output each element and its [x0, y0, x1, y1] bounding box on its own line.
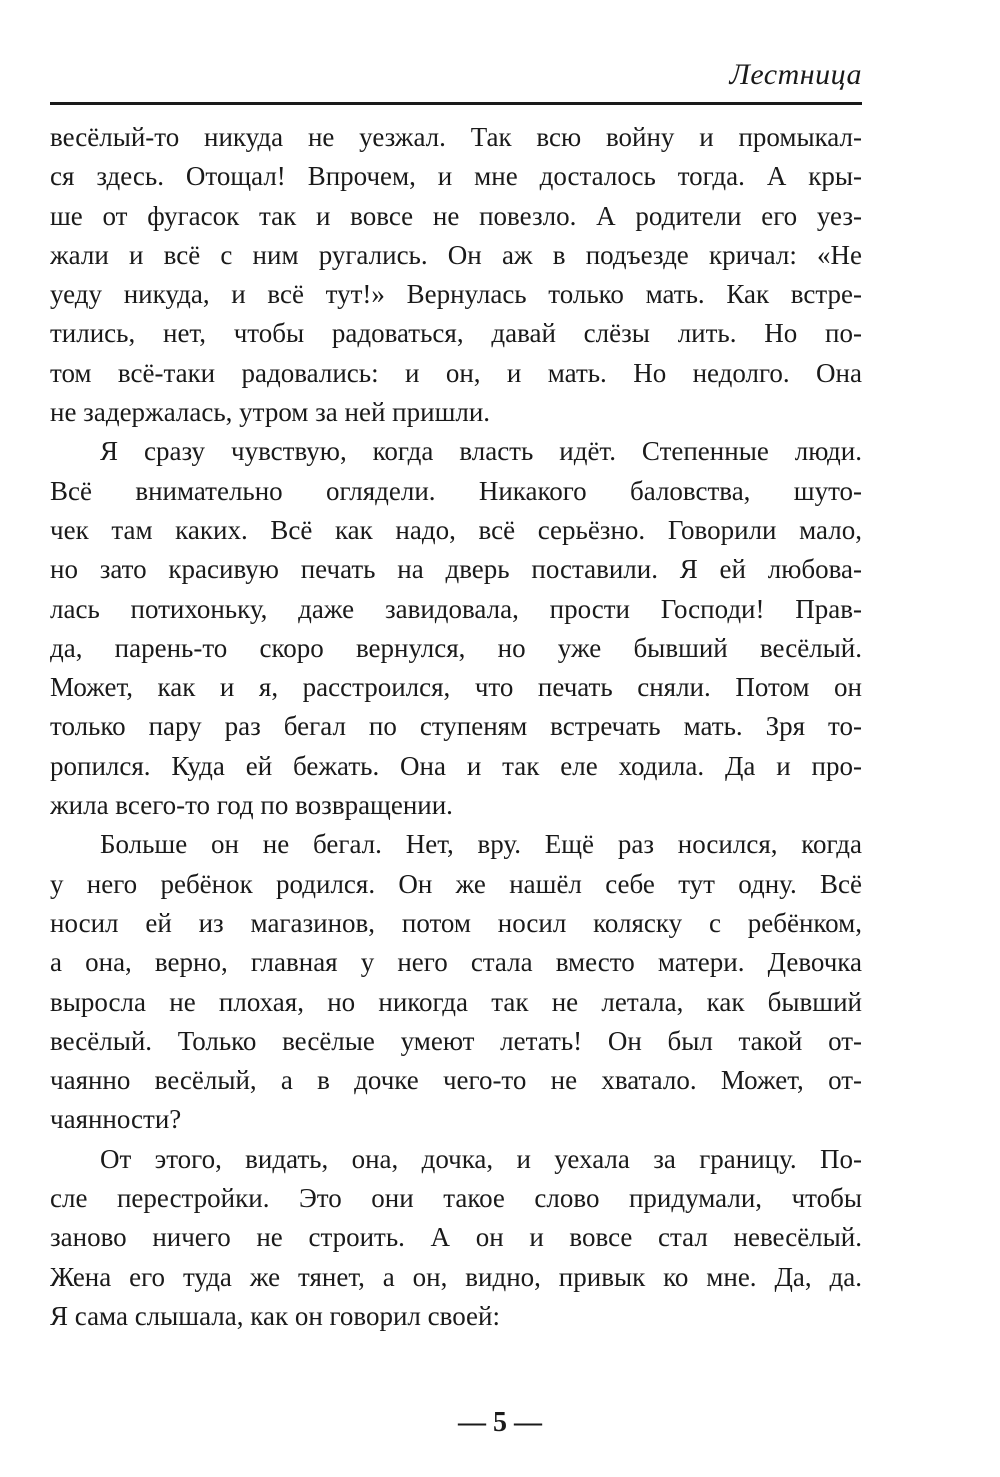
running-header — [50, 56, 862, 105]
text-line: лась потихоньку, даже завидовала, прости Господи! Прав- — [50, 593, 862, 624]
text-line: тились, нет, чтобы радоваться, давай слёзы лить. Но по- — [50, 318, 862, 349]
text-line: а она, верно, главная у него стала вместо матери. Девочка — [50, 947, 862, 978]
text-line: сле перестройки. Это они такое слово придумали, чтобы — [50, 1183, 862, 1214]
text-line: чаянно весёлый, а в дочке чего-то не хватало. Может, от- — [50, 1065, 862, 1096]
text-line: ся здесь. Отощал! Впрочем, и мне досталось тогда. А кры- — [50, 161, 862, 192]
text-line: у него ребёнок родился. Он же нашёл себе тут одну. Всё — [50, 868, 862, 899]
text-line: не задержалась, утром за ней пришли. — [50, 397, 491, 428]
text-line: жила всего-то год по возвращении. — [50, 790, 453, 821]
page-number: — 5 — — [458, 1407, 542, 1438]
text-line: заново ничего не строить. А он и вовсе стал невесёлый. — [50, 1222, 862, 1253]
text-line: весёлый-то никуда не уезжал. Так всю войну и промыкал- — [50, 122, 862, 152]
text-line: Жена его туда же тянет, а он, видно, привык ко мне. Да, да. — [50, 1261, 862, 1292]
text-line: только пару раз бегал по ступеням встречать мать. Зря то- — [50, 711, 862, 742]
text-line: выросла не плохая, но никогда так не летала, как бывший — [50, 986, 862, 1017]
text-line: чек там каких. Всё как надо, всё серьёзно. Говорили мало, — [50, 514, 862, 545]
text-line: чаянности? — [50, 1104, 182, 1135]
text-line: том всё-таки радовались: и он, и мать. Но недолго. Она — [50, 357, 862, 388]
text-line: уеду никуда, и всё тут!» Вернулась только мать. Как встре- — [50, 279, 862, 310]
text-line: Больше он не бегал. Нет, вру. Ещё раз носился, когда — [100, 829, 862, 860]
text-line: жали и всё с ним ругались. Он аж в подъезде кричал: «Не — [50, 239, 862, 270]
text-line: Может, как и я, расстроился, что печать сняли. Потом он — [50, 672, 862, 703]
text-line: Всё внимательно оглядели. Никакого баловства, шуто- — [50, 475, 862, 506]
text-line: Я сама слышала, как он говорил своей: — [50, 1300, 500, 1331]
text-line: носил ей из магазинов, потом носил коляску с ребёнком, — [50, 907, 862, 938]
body-text — [50, 118, 862, 1336]
text-line: ропился. Куда ей бежать. Она и так еле ходила. Да и про- — [50, 750, 862, 781]
text-line: От этого, видать, она, дочка, и уехала за границу. По- — [100, 1143, 862, 1174]
text-line: весёлый. Только весёлые умеют летать! Он был такой от- — [50, 1025, 862, 1056]
running-title: Лестница — [729, 58, 862, 91]
text-line: Я сразу чувствую, когда власть идёт. Степенные люди. — [100, 436, 862, 467]
text-line: но зато красивую печать на дверь поставили. Я ей любова- — [50, 554, 862, 585]
text-line: да, парень-то скоро вернулся, но уже бывший весёлый. — [50, 632, 862, 663]
text-line: ше от фугасок так и вовсе не повезло. А родители его уез- — [50, 200, 862, 231]
